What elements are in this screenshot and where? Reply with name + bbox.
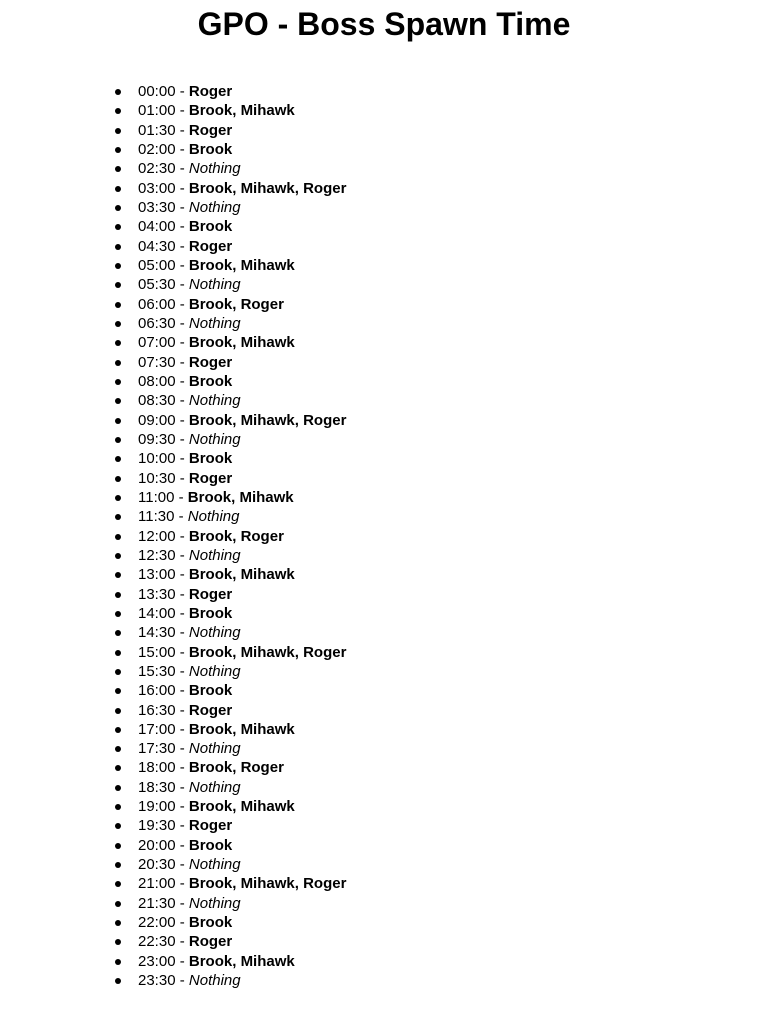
spawn-time: 11:30: [138, 508, 175, 526]
boss-names: Brook: [188, 682, 233, 700]
no-boss-label: Nothing: [188, 894, 241, 912]
boss-names: Brook, Mihawk: [188, 566, 295, 584]
spawn-time: 18:30: [138, 778, 176, 796]
list-item: [112, 237, 346, 256]
bullet-icon: [115, 650, 121, 656]
bullet-icon: [115, 418, 121, 424]
boss-names: Brook, Mihawk, Roger: [188, 875, 347, 893]
boss-names: Roger: [188, 585, 233, 603]
spawn-time: 20:30: [138, 856, 176, 874]
boss-names: Roger: [188, 237, 233, 255]
bullet-icon: [115, 765, 121, 771]
boss-names: Roger: [188, 83, 233, 100]
bullet-icon: [115, 746, 121, 752]
boss-names: Roger: [188, 817, 233, 835]
separator: -: [175, 624, 189, 642]
list-item: [112, 855, 346, 874]
bullet-icon: [115, 321, 121, 327]
no-boss-label: Nothing: [188, 430, 241, 448]
list-item: [112, 565, 346, 584]
list-item: [112, 623, 346, 642]
spawn-time: 21:30: [138, 894, 176, 912]
spawn-time: 04:00: [138, 218, 176, 236]
boss-names: Brook: [188, 604, 233, 622]
list-item: [112, 913, 346, 932]
bullet-icon: [115, 572, 121, 578]
list-item: [112, 256, 346, 275]
boss-names: Brook, Mihawk, Roger: [188, 179, 347, 197]
list-item: [112, 778, 346, 797]
spawn-time: 01:30: [138, 121, 176, 139]
bullet-icon: [115, 263, 121, 269]
boss-names: Brook, Roger: [188, 759, 284, 777]
separator: -: [175, 121, 189, 139]
no-boss-label: Nothing: [188, 662, 241, 680]
separator: -: [175, 585, 189, 603]
list-item: [112, 527, 346, 546]
bullet-icon: [115, 553, 121, 559]
spawn-time: 05:00: [138, 256, 176, 274]
spawn-time: 13:00: [138, 566, 176, 584]
spawn-time: 02:30: [138, 160, 176, 178]
bullet-icon: [115, 456, 121, 462]
spawn-time: 13:30: [138, 585, 176, 603]
boss-names: Roger: [188, 353, 233, 371]
boss-names: Brook, Roger: [188, 527, 284, 545]
separator: -: [174, 508, 188, 526]
boss-names: Brook: [188, 914, 233, 932]
spawn-time: 03:00: [138, 179, 176, 197]
bullet-icon: [115, 862, 121, 868]
boss-names: Brook: [188, 372, 233, 390]
separator: -: [175, 198, 189, 216]
spawn-time: 17:00: [138, 720, 176, 738]
list-item: [112, 739, 346, 758]
no-boss-label: Nothing: [188, 972, 241, 990]
no-boss-label: Nothing: [188, 314, 241, 332]
spawn-time: 08:00: [138, 372, 176, 390]
no-boss-label: Nothing: [188, 856, 241, 874]
boss-names: Roger: [188, 933, 233, 951]
separator: -: [175, 430, 189, 448]
list-item: [112, 101, 346, 120]
spawn-time: 23:00: [138, 952, 176, 970]
bullet-icon: [115, 669, 121, 675]
bullet-icon: [115, 804, 121, 810]
bullet-icon: [115, 398, 121, 404]
bullet-icon: [115, 514, 121, 520]
bullet-icon: [115, 147, 121, 153]
boss-names: Roger: [188, 121, 233, 139]
separator: -: [175, 179, 189, 197]
spawn-time: 12:00: [138, 527, 176, 545]
spawn-time: 15:00: [138, 643, 176, 661]
separator: -: [175, 314, 189, 332]
bullet-icon: [115, 939, 121, 945]
spawn-time: 22:30: [138, 933, 176, 951]
list-item: [112, 314, 346, 333]
list-item: [112, 720, 346, 739]
bullet-icon: [115, 244, 121, 250]
list-item: [112, 701, 346, 720]
separator: -: [175, 817, 189, 835]
separator: -: [175, 778, 189, 796]
spawn-time: 17:30: [138, 740, 176, 758]
separator: -: [174, 488, 188, 506]
list-item: [112, 121, 346, 140]
list-item: [112, 643, 346, 662]
separator: -: [175, 914, 189, 932]
separator: -: [175, 450, 189, 468]
spawn-time: 21:00: [138, 875, 176, 893]
spawn-time: 06:00: [138, 295, 176, 313]
spawn-time: 11:00: [138, 488, 175, 506]
bullet-icon: [115, 727, 121, 733]
separator: -: [175, 643, 189, 661]
bullet-icon: [115, 630, 121, 636]
boss-names: Brook: [188, 836, 233, 854]
no-boss-label: Nothing: [188, 546, 241, 564]
list-item: [112, 952, 346, 971]
separator: -: [175, 933, 189, 951]
separator: -: [175, 102, 189, 120]
separator: -: [175, 856, 189, 874]
separator: -: [175, 546, 189, 564]
list-item: [112, 662, 346, 681]
bullet-icon: [115, 901, 121, 907]
separator: -: [175, 566, 189, 584]
list-item: [112, 971, 346, 990]
bullet-icon: [115, 959, 121, 965]
list-item: [112, 391, 346, 410]
bullet-icon: [115, 476, 121, 482]
list-item: [112, 507, 346, 526]
separator: -: [175, 353, 189, 371]
bullet-icon: [115, 823, 121, 829]
no-boss-label: Nothing: [188, 740, 241, 758]
boss-names: Brook: [188, 450, 233, 468]
boss-names: Brook: [188, 140, 233, 158]
list-item: [112, 295, 346, 314]
spawn-time: 16:30: [138, 701, 176, 719]
separator: -: [175, 875, 189, 893]
spawn-time: 14:00: [138, 604, 176, 622]
bullet-icon: [115, 592, 121, 598]
separator: -: [175, 237, 189, 255]
bullet-icon: [115, 89, 121, 95]
separator: -: [175, 469, 189, 487]
bullet-icon: [115, 843, 121, 849]
spawn-time: 15:30: [138, 662, 176, 680]
boss-names: Brook, Mihawk, Roger: [188, 643, 347, 661]
bullet-icon: [115, 495, 121, 501]
separator: -: [175, 662, 189, 680]
list-item: [112, 159, 346, 178]
list-item: [112, 140, 346, 159]
list-item: [112, 816, 346, 835]
no-boss-label: Nothing: [188, 624, 241, 642]
separator: -: [175, 256, 189, 274]
boss-names: Brook, Mihawk: [188, 256, 295, 274]
separator: -: [175, 527, 189, 545]
list-item: [112, 758, 346, 777]
spawn-time: 05:30: [138, 276, 176, 294]
list-item: [112, 488, 346, 507]
spawn-time: 19:00: [138, 798, 176, 816]
list-item: [112, 932, 346, 951]
spawn-time: 07:30: [138, 353, 176, 371]
separator: -: [175, 334, 189, 352]
separator: -: [175, 218, 189, 236]
list-item: [112, 546, 346, 565]
bullet-icon: [115, 108, 121, 114]
spawn-time: 08:30: [138, 392, 176, 410]
spawn-time: 20:00: [138, 836, 176, 854]
spawn-time: 09:00: [138, 411, 176, 429]
spawn-time: 06:30: [138, 314, 176, 332]
separator: -: [175, 276, 189, 294]
no-boss-label: Nothing: [188, 160, 241, 178]
bullet-icon: [115, 708, 121, 714]
spawn-time: 09:30: [138, 430, 176, 448]
bullet-icon: [115, 379, 121, 385]
no-boss-label: Nothing: [188, 392, 241, 410]
separator: -: [175, 701, 189, 719]
boss-names: Brook, Mihawk: [187, 488, 294, 506]
spawn-time: 10:00: [138, 450, 176, 468]
no-boss-label: Nothing: [188, 276, 241, 294]
list-item: [112, 333, 346, 352]
separator: -: [175, 372, 189, 390]
list-item: [112, 353, 346, 372]
bullet-icon: [115, 302, 121, 308]
spawn-time: 12:30: [138, 546, 176, 564]
list-item: [112, 179, 346, 198]
boss-names: Brook, Mihawk, Roger: [188, 411, 347, 429]
bullet-icon: [115, 224, 121, 230]
bullet-icon: [115, 611, 121, 617]
separator: -: [175, 952, 189, 970]
bullet-icon: [115, 205, 121, 211]
separator: -: [175, 836, 189, 854]
separator: -: [175, 682, 189, 700]
separator: -: [175, 295, 189, 313]
list-item: [112, 82, 346, 101]
separator: -: [175, 140, 189, 158]
spawn-schedule-list: [112, 82, 346, 990]
list-item: [112, 430, 346, 449]
list-item: [112, 449, 346, 468]
list-item: [112, 469, 346, 488]
bullet-icon: [115, 534, 121, 540]
bullet-icon: [115, 978, 121, 984]
spawn-time: 00:00: [138, 83, 176, 100]
bullet-icon: [115, 437, 121, 443]
boss-names: Brook, Mihawk: [188, 720, 295, 738]
bullet-icon: [115, 340, 121, 346]
separator: -: [175, 894, 189, 912]
bullet-icon: [115, 920, 121, 926]
spawn-time: 19:30: [138, 817, 176, 835]
spawn-time: 14:30: [138, 624, 176, 642]
spawn-time: 23:30: [138, 972, 176, 990]
list-item: [112, 874, 346, 893]
bullet-icon: [115, 128, 121, 134]
boss-names: Roger: [188, 701, 233, 719]
separator: -: [175, 798, 189, 816]
page-title: GPO - Boss Spawn Time: [197, 6, 571, 42]
boss-names: Brook, Mihawk: [188, 334, 295, 352]
bullet-icon: [115, 688, 121, 694]
separator: -: [175, 720, 189, 738]
bullet-icon: [115, 360, 121, 366]
bullet-icon: [115, 166, 121, 172]
spawn-time: 02:00: [138, 140, 176, 158]
bullet-icon: [115, 282, 121, 288]
bullet-icon: [115, 785, 121, 791]
spawn-time: 04:30: [138, 237, 176, 255]
list-item: [112, 681, 346, 700]
list-item: [112, 894, 346, 913]
boss-names: Roger: [188, 469, 233, 487]
separator: -: [175, 411, 189, 429]
spawn-time: 22:00: [138, 914, 176, 932]
no-boss-label: Nothing: [188, 198, 241, 216]
spawn-time: 03:30: [138, 198, 176, 216]
separator: -: [175, 604, 189, 622]
list-item: [112, 217, 346, 236]
separator: -: [175, 83, 189, 100]
boss-names: Brook, Mihawk: [188, 798, 295, 816]
separator: -: [175, 759, 189, 777]
list-item: [112, 372, 346, 391]
list-item: [112, 198, 346, 217]
list-item: [112, 275, 346, 294]
spawn-time: 10:30: [138, 469, 176, 487]
spawn-time: 07:00: [138, 334, 176, 352]
separator: -: [175, 972, 189, 990]
bullet-icon: [115, 881, 121, 887]
list-item: [112, 797, 346, 816]
list-item: [112, 411, 346, 430]
spawn-time: 18:00: [138, 759, 176, 777]
boss-names: Brook, Mihawk: [188, 102, 295, 120]
list-item: [112, 836, 346, 855]
separator: -: [175, 740, 189, 758]
separator: -: [175, 392, 189, 410]
no-boss-label: Nothing: [188, 778, 241, 796]
boss-names: Brook, Roger: [188, 295, 284, 313]
list-item: [112, 585, 346, 604]
separator: -: [175, 160, 189, 178]
spawn-time: 16:00: [138, 682, 176, 700]
boss-names: Brook: [188, 218, 233, 236]
boss-names: Brook, Mihawk: [188, 952, 295, 970]
list-item: [112, 604, 346, 623]
bullet-icon: [115, 186, 121, 192]
no-boss-label: Nothing: [187, 508, 240, 526]
spawn-time: 01:00: [138, 102, 176, 120]
